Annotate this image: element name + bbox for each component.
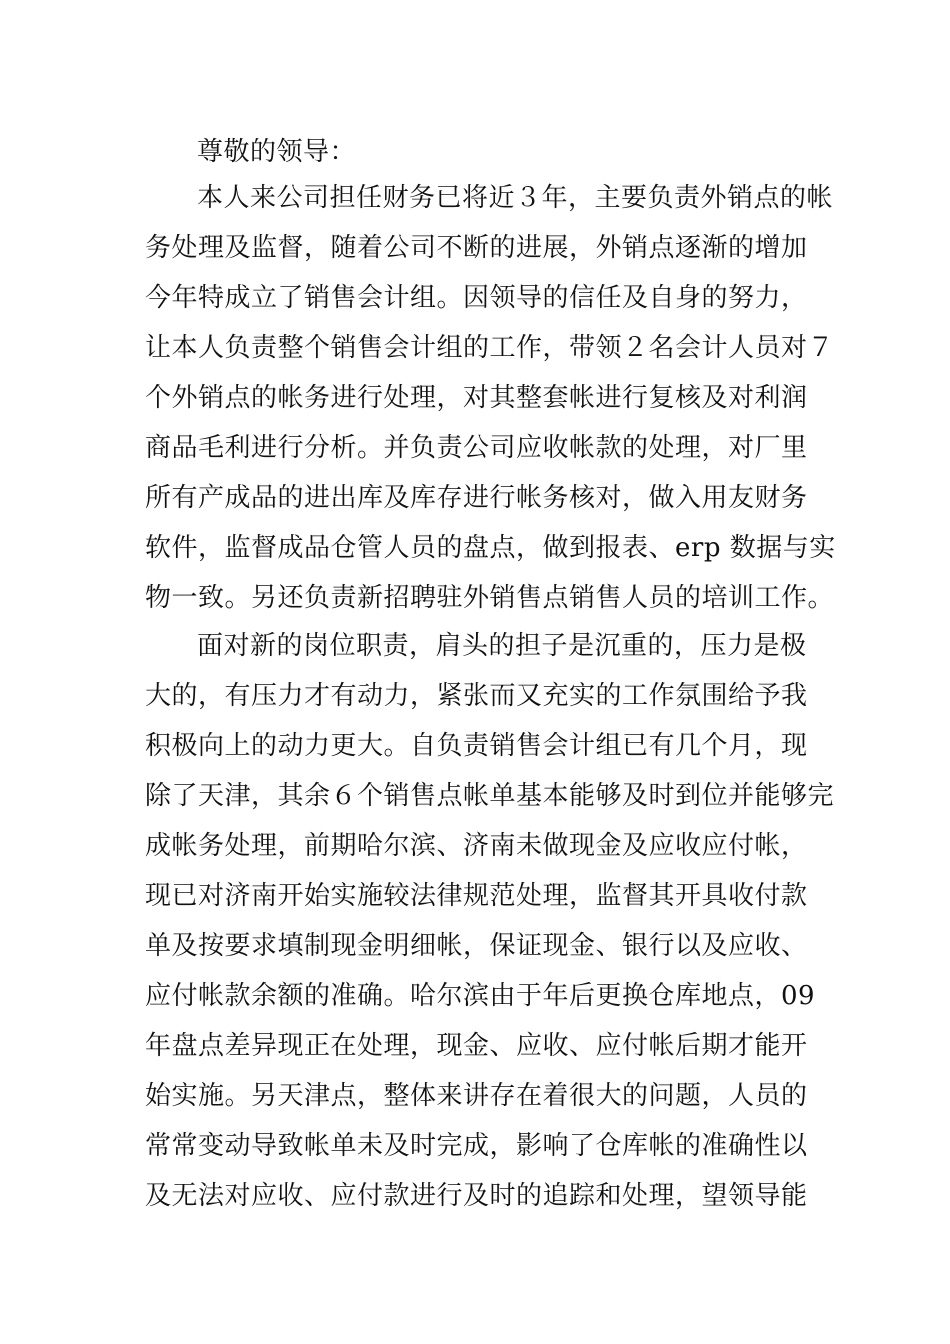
- paragraph-line: 常常变动导致帐单未及时完成，影响了仓库帐的准确性以: [145, 1131, 808, 1161]
- salutation: 尊敬的领导：: [197, 137, 357, 167]
- paragraph-line: 成帐务处理，前期哈尔滨、济南未做现金及应收应付帐，: [145, 831, 808, 861]
- paragraph-line: 个外销点的帐务进行处理，对其整套帐进行复核及对利润: [145, 383, 808, 413]
- paragraph-line: 面对新的岗位职责，肩头的担子是沉重的，压力是极: [197, 631, 807, 661]
- paragraph-line: 及无法对应收、应付款进行及时的追踪和处理，望领导能: [145, 1181, 808, 1211]
- paragraph-line: 今年特成立了销售会计组。因领导的信任及自身的努力，: [145, 283, 808, 313]
- paragraph-line: 让本人负责整个销售会计组的工作，带领２名会计人员对７: [145, 333, 835, 363]
- paragraph-line: 单及按要求填制现金明细帐，保证现金、银行以及应收、: [145, 931, 808, 961]
- paragraph-line: 现已对济南开始实施较法律规范处理，监督其开具收付款: [145, 881, 808, 911]
- paragraph-line: 物一致。另还负责新招聘驻外销售点销售人员的培训工作。: [145, 583, 835, 613]
- paragraph-line: 软件，监督成品仓管人员的盘点，做到报表、erp 数据与实: [145, 533, 836, 563]
- paragraph-line: 始实施。另天津点，整体来讲存在着很大的问题，人员的: [145, 1081, 808, 1111]
- paragraph-line: 积极向上的动力更大。自负责销售会计组已有几个月，现: [145, 731, 808, 761]
- paragraph-line: 本人来公司担任财务已将近３年，主要负责外销点的帐: [197, 183, 834, 213]
- paragraph-line: 所有产成品的进出库及库存进行帐务核对，做入用友财务: [145, 483, 808, 513]
- paragraph-line: 应付帐款余额的准确。哈尔滨由于年后更换仓库地点，09: [145, 981, 816, 1011]
- paragraph-line: 年盘点差异现正在处理，现金、应收、应付帐后期才能开: [145, 1031, 808, 1061]
- paragraph-line: 务处理及监督，随着公司不断的进展，外销点逐渐的增加: [145, 233, 808, 263]
- paragraph-line: 商品毛利进行分析。并负责公司应收帐款的处理，对厂里: [145, 433, 808, 463]
- paragraph-line: 除了天津，其余６个销售点帐单基本能够及时到位并能够完: [145, 781, 835, 811]
- paragraph-line: 大的，有压力才有动力，紧张而又充实的工作氛围给予我: [145, 681, 808, 711]
